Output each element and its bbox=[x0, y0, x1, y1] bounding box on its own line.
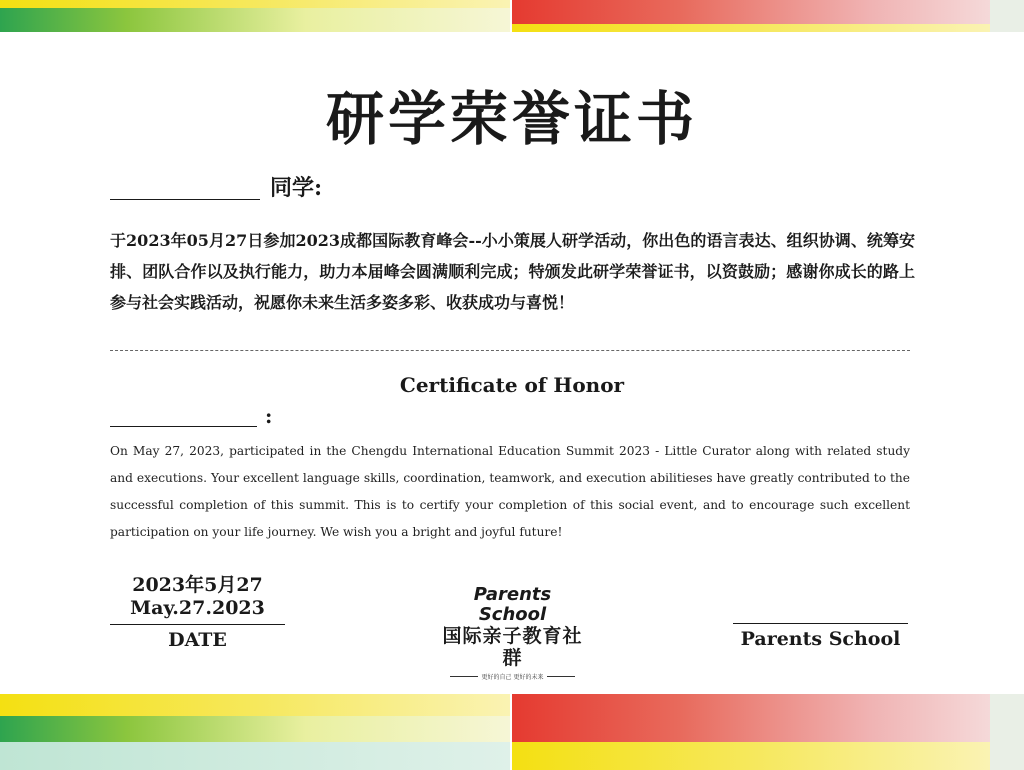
logo-tagline-rule-right bbox=[547, 676, 575, 677]
date-block bbox=[110, 574, 285, 651]
bottom-stripe-mint bbox=[0, 742, 510, 770]
logo-tagline-text: 更好的自己 更好的未来 bbox=[481, 674, 544, 681]
certificate-title-en: Certificate of Honor bbox=[399, 373, 625, 397]
parents-school-logo bbox=[440, 585, 585, 681]
salutation-en: : bbox=[265, 404, 273, 428]
bottom-stripe-yellow-right bbox=[512, 742, 990, 770]
bottom-stripe-pale bbox=[990, 694, 1024, 770]
date-en: May.27.2023 bbox=[130, 597, 265, 619]
bottom-stripe-red bbox=[512, 694, 990, 742]
dashed-divider bbox=[110, 350, 910, 351]
logo-name-cn: 国际亲子教育社群 bbox=[442, 625, 583, 669]
top-stripe-yellow bbox=[0, 0, 510, 8]
logo-name-en: Parents School bbox=[473, 584, 552, 625]
recipient-name-blank-en bbox=[110, 404, 257, 427]
recipient-name-blank-cn bbox=[110, 177, 260, 200]
salutation-cn: 同学: bbox=[270, 175, 323, 201]
logo-tagline-rule-left bbox=[450, 676, 478, 677]
certificate-body-cn: 于2023年05月27日参加2023成都国际教育峰会--小小策展人研学活动，你出色的语言表达、组织协调、统筹安排、团队合作以及执行能力，助力本届峰会圆满顺利完成；特颁发此研学荣誉证书，以资鼓励；感谢你成长的路上参与社会实践活动，祝愿你未来生活多姿多彩、收获成功与喜悦！ bbox=[110, 231, 915, 312]
recipient-line-en bbox=[110, 404, 272, 427]
top-stripe-green bbox=[0, 8, 510, 32]
certificate-title-cn: 研学荣誉证书 bbox=[325, 85, 698, 153]
date-cn: 2023年5月27 bbox=[132, 574, 263, 596]
certificate-body-en: On May 27, 2023, participated in the Chengdu International Education Summit 2023 - Little Curator along with related study and executions. Your excellent language skills, coordination, teamwork, and execution abilitieses have greatly contributed to the successful completion of this summit. This is to certify your completion of this social event, and to encourage such excellent participation on your life journey. We wish you a bright and joyful future! bbox=[110, 444, 910, 539]
signature-block bbox=[733, 623, 908, 650]
date-rule bbox=[110, 624, 285, 625]
recipient-line-cn bbox=[110, 176, 322, 200]
signature-label: Parents School bbox=[740, 628, 901, 650]
bottom-decorative-band bbox=[0, 694, 1024, 770]
logo-tagline bbox=[440, 672, 585, 681]
top-stripe-yellow-right bbox=[512, 24, 990, 32]
bottom-stripe-green bbox=[0, 716, 510, 742]
top-decorative-band bbox=[0, 0, 1024, 32]
date-label: DATE bbox=[168, 629, 227, 651]
top-stripe-pale bbox=[990, 0, 1024, 32]
top-stripe-red bbox=[512, 0, 990, 24]
bottom-stripe-yellow bbox=[0, 694, 510, 716]
signature-rule bbox=[733, 623, 908, 624]
